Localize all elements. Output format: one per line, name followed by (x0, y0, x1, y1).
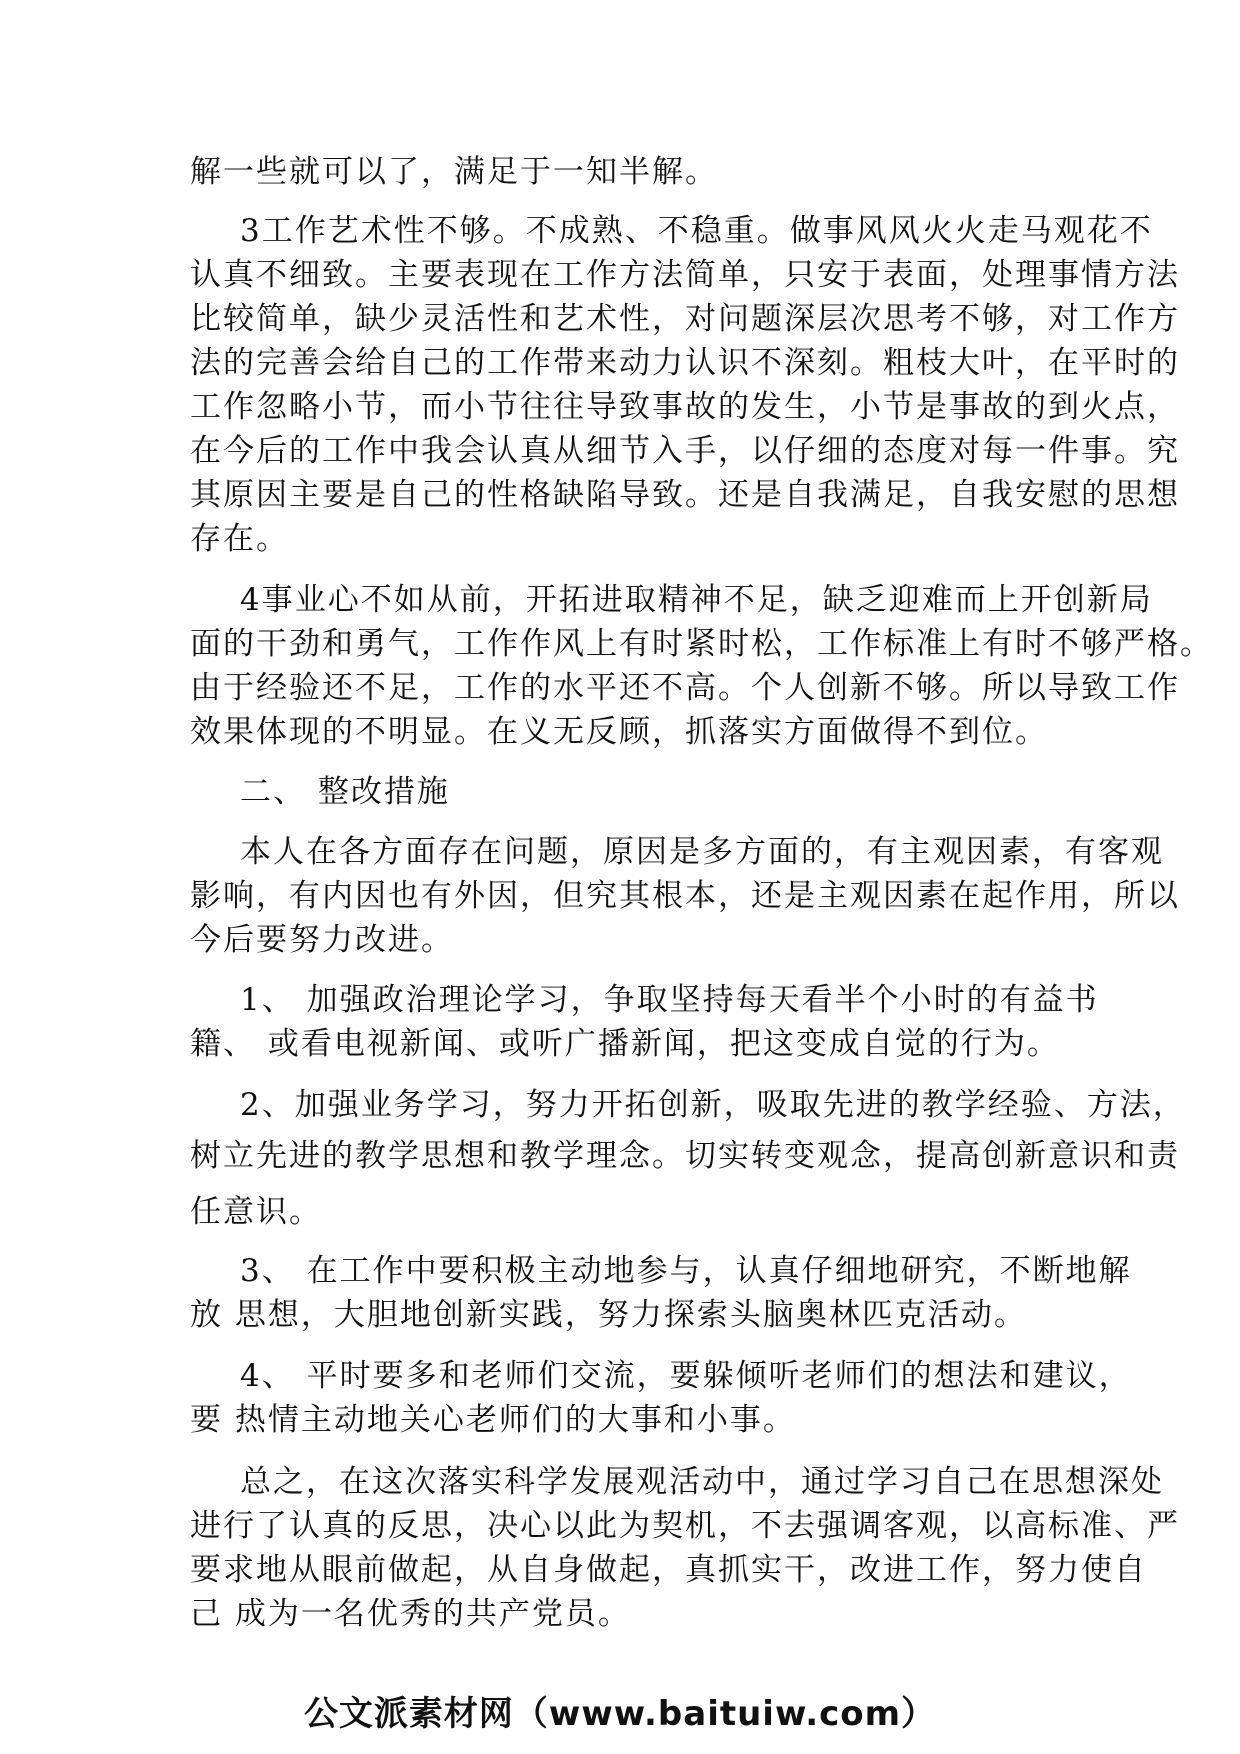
p2-line-4: 法的完善会给自己的工作带来动力认识不深刻。粗枝大叶，在平时的 (190, 345, 1180, 381)
p6-line-1: 2、加强业务学习，努力开拓创新，吸取先进的教学经验、方法， (240, 1087, 1186, 1123)
p3-line-4: 效果体现的不明显。在义无反顾，抓落实方面做得不到位。 (190, 714, 1048, 750)
p3-line-3: 由于经验还不足，工作的水平还不高。个人创新不够。所以导致工作 (190, 670, 1180, 706)
p9-line-2: 进行了认真的反思，决心以此为契机，不去强调客观，以高标准、严 (190, 1508, 1180, 1544)
p2-line-8: 存在。 (190, 521, 289, 557)
p4-line-3: 今后要努力改进。 (190, 922, 454, 958)
footer-watermark: 公文派素材网（www.baituiw.com） (303, 1694, 937, 1734)
p4-line-2: 影响，有内因也有外因，但究其根本，还是主观因素在起作用，所以 (190, 878, 1180, 914)
p2-line-2: 认真不细致。主要表现在工作方法简单，只安于表面，处理事情方法 (190, 257, 1180, 293)
p5-line-1: 1、 加强政治理论学习，争取坚持每天看半个小时的有益书 (240, 982, 1099, 1018)
p2-line-1: 3工作艺术性不够。不成熟、不稳重。做事风风火火走马观花不 (240, 213, 1153, 249)
p9-line-3: 要求地从眼前做起，从自身做起，真抓实干，改进工作，努力使自 (190, 1552, 1147, 1588)
p1-line-1: 解一些就可以了，满足于一知半解。 (190, 154, 718, 190)
p8-line-2: 要 热情主动地关心老师们的大事和小事。 (190, 1402, 796, 1438)
p4-line-1: 本人在各方面存在问题，原因是多方面的，有主观因素，有客观 (240, 834, 1164, 870)
p8-line-1: 4、 平时要多和老师们交流，要躲倾听老师们的想法和建议， (240, 1358, 1132, 1394)
p7-line-2: 放 思想，大胆地创新实践，努力探索头脑奥林匹克活动。 (190, 1297, 1027, 1333)
p6-line-2: 树立先进的教学思想和教学理念。切实转变观念，提高创新意识和责 (190, 1138, 1180, 1174)
p3-line-2: 面的干劲和勇气，工作作风上有时紧时松，工作标准上有时不够严格。 (190, 626, 1213, 662)
p3-line-1: 4事业心不如从前，开拓进取精神不足，缺乏迎难而上开创新局 (240, 582, 1153, 618)
p2-line-5: 工作忽略小节，而小节往往导致事故的发生，小节是事故的到火点， (190, 389, 1180, 425)
p2-line-7: 其原因主要是自己的性格缺陷导致。还是自我满足，自我安慰的思想 (190, 477, 1180, 513)
p2-line-3: 比较简单，缺少灵活性和艺术性，对问题深层次思考不够，对工作方 (190, 301, 1180, 337)
p6-line-3: 任意识。 (190, 1194, 322, 1230)
p7-line-1: 3、 在工作中要积极主动地参与，认真仔细地研究，不断地解 (240, 1253, 1132, 1289)
p2-line-6: 在今后的工作中我会认真从细节入手，以仔细的态度对每一件事。究 (190, 433, 1180, 469)
p9-line-4: 己 成为一名优秀的共产党员。 (190, 1596, 631, 1632)
section-heading: 二、 整改措施 (240, 774, 450, 810)
p5-line-2: 籍、 或看电视新闻、或听广播新闻，把这变成自觉的行为。 (190, 1026, 1060, 1062)
p9-line-1: 总之，在这次落实科学发展观活动中，通过学习自己在思想深处 (240, 1464, 1164, 1500)
